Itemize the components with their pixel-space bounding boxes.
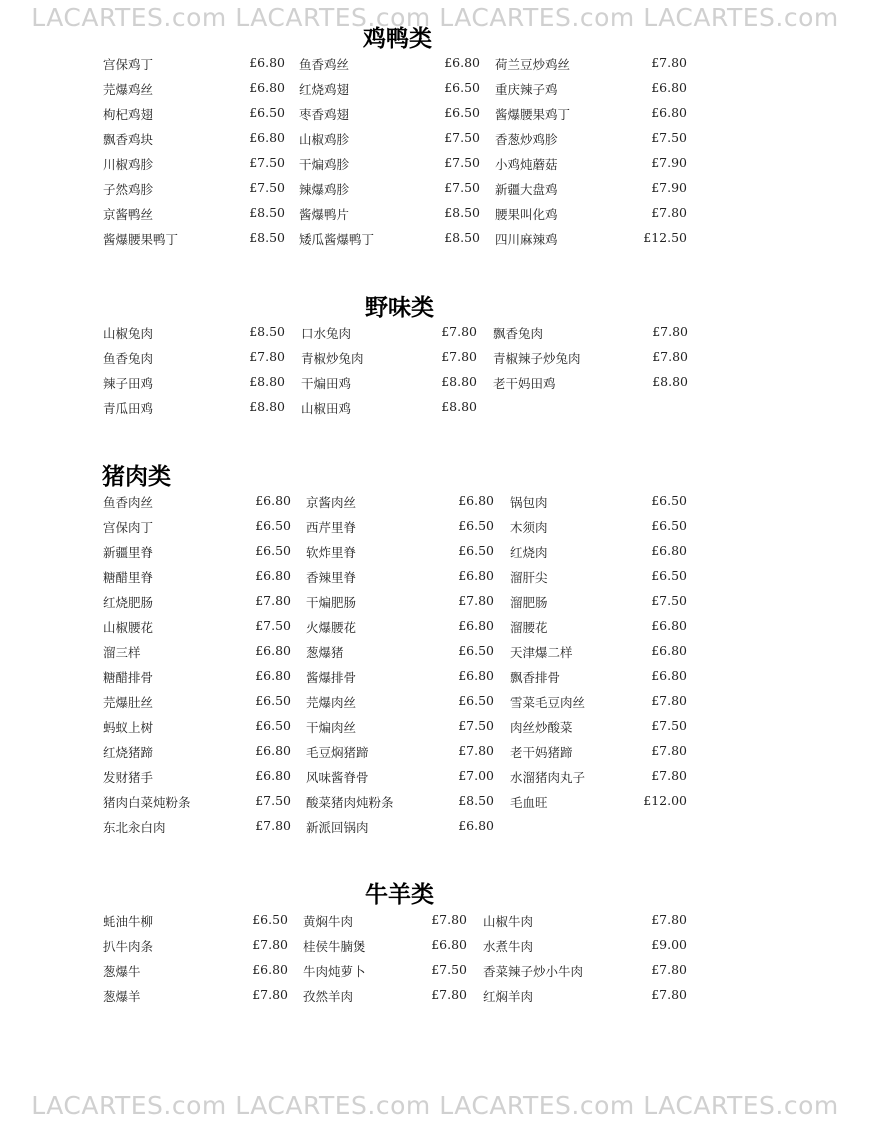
dish-price: £7.80 xyxy=(651,205,687,220)
dish-name: 软炸里脊 xyxy=(306,545,357,560)
dish-name: 酱爆排骨 xyxy=(306,670,357,685)
dish-price: £7.50 xyxy=(249,180,285,195)
dish-name: 香辣里脊 xyxy=(306,570,357,585)
dish-price: £6.80 xyxy=(651,618,687,633)
menu-row xyxy=(0,105,870,130)
menu-row xyxy=(0,324,870,349)
dish-price: £6.50 xyxy=(651,568,687,583)
dish-price: £6.80 xyxy=(458,668,494,683)
dish-name: 新疆里脊 xyxy=(103,545,154,560)
dish-name: 京酱鸭丝 xyxy=(103,207,154,222)
menu-row xyxy=(0,399,870,424)
dish-price: £7.50 xyxy=(458,718,494,733)
dish-name: 锅包肉 xyxy=(510,495,548,510)
dish-name: 黄焖牛肉 xyxy=(303,914,354,929)
menu-row xyxy=(0,80,870,105)
menu-row xyxy=(0,55,870,80)
dish-price: £6.50 xyxy=(458,643,494,658)
dish-price: £6.50 xyxy=(252,912,288,927)
dish-name: 飘香鸡块 xyxy=(103,132,154,147)
dish-name: 桂侯牛腩煲 xyxy=(303,939,366,954)
dish-price: £6.50 xyxy=(444,80,480,95)
dish-price: £6.80 xyxy=(444,55,480,70)
menu-row xyxy=(0,668,870,693)
menu-row xyxy=(0,543,870,568)
dish-price: £7.00 xyxy=(458,768,494,783)
dish-name: 东北汆白肉 xyxy=(103,820,166,835)
dish-price: £6.80 xyxy=(458,818,494,833)
dish-name: 芫爆肉丝 xyxy=(306,695,357,710)
dish-name: 鱼香鸡丝 xyxy=(299,57,350,72)
dish-price: £7.50 xyxy=(431,962,467,977)
watermark-bottom: LACARTES.com LACARTES.com LACARTES.com LACARTES.com xyxy=(31,1091,839,1120)
dish-name: 猪肉白菜炖粉条 xyxy=(103,795,191,810)
menu-row xyxy=(0,937,870,962)
dish-price: £8.50 xyxy=(249,324,285,339)
dish-name: 鱼香兔肉 xyxy=(103,351,154,366)
dish-name: 酱爆腰果鸭丁 xyxy=(103,232,179,247)
dish-price: £6.80 xyxy=(255,768,291,783)
menu-row xyxy=(0,493,870,518)
dish-price: £6.50 xyxy=(255,543,291,558)
dish-name: 毛豆焖猪蹄 xyxy=(306,745,369,760)
dish-price: £7.80 xyxy=(441,349,477,364)
dish-name: 芫爆鸡丝 xyxy=(103,82,154,97)
dish-name: 青椒辣子炒兔肉 xyxy=(493,351,581,366)
dish-name: 干煸田鸡 xyxy=(301,376,352,391)
dish-price: £7.90 xyxy=(651,155,687,170)
dish-price: £6.50 xyxy=(255,693,291,708)
dish-price: £7.80 xyxy=(652,324,688,339)
dish-price: £6.80 xyxy=(458,618,494,633)
menu-row xyxy=(0,130,870,155)
dish-name: 天津爆二样 xyxy=(510,645,573,660)
dish-price: £7.80 xyxy=(252,937,288,952)
dish-name: 扒牛肉条 xyxy=(103,939,154,954)
dish-price: £7.80 xyxy=(651,987,687,1002)
dish-price: £7.80 xyxy=(441,324,477,339)
dish-name: 水煮牛肉 xyxy=(483,939,534,954)
dish-name: 枸杞鸡翅 xyxy=(103,107,154,122)
dish-price: £7.80 xyxy=(651,55,687,70)
dish-name: 木须肉 xyxy=(510,520,548,535)
dish-price: £9.00 xyxy=(651,937,687,952)
dish-name: 荷兰豆炒鸡丝 xyxy=(495,57,571,72)
menu-row xyxy=(0,568,870,593)
dish-price: £6.50 xyxy=(249,105,285,120)
menu-row xyxy=(0,768,870,793)
dish-name: 干煸肉丝 xyxy=(306,720,357,735)
section-title-poultry: 鸡鸭类 xyxy=(363,26,432,52)
dish-name: 糖醋里脊 xyxy=(103,570,154,585)
dish-name: 老干妈猪蹄 xyxy=(510,745,573,760)
dish-price: £7.80 xyxy=(249,349,285,364)
watermark-top: LACARTES.com LACARTES.com LACARTES.com LACARTES.com xyxy=(31,3,839,32)
dish-name: 鱼香肉丝 xyxy=(103,495,154,510)
menu-row xyxy=(0,518,870,543)
dish-price: £6.80 xyxy=(252,962,288,977)
dish-name: 酸菜猪肉炖粉条 xyxy=(306,795,394,810)
dish-name: 红烧鸡翅 xyxy=(299,82,350,97)
section-title-game: 野味类 xyxy=(365,295,434,321)
dish-price: £7.80 xyxy=(458,743,494,758)
dish-name: 葱爆羊 xyxy=(103,989,141,1004)
dish-name: 酱爆鸭片 xyxy=(299,207,350,222)
dish-price: £7.80 xyxy=(651,912,687,927)
dish-name: 水溜猪肉丸子 xyxy=(510,770,586,785)
section-title-beef-lamb: 牛羊类 xyxy=(365,882,434,908)
dish-price: £7.50 xyxy=(255,618,291,633)
dish-price: £7.50 xyxy=(651,130,687,145)
dish-price: £6.50 xyxy=(255,518,291,533)
dish-price: £8.80 xyxy=(249,399,285,414)
menu-row xyxy=(0,205,870,230)
dish-name: 山椒鸡胗 xyxy=(299,132,350,147)
dish-name: 溜腰花 xyxy=(510,620,548,635)
dish-name: 京酱肉丝 xyxy=(306,495,357,510)
dish-price: £7.50 xyxy=(255,793,291,808)
dish-price: £6.80 xyxy=(431,937,467,952)
dish-price: £6.50 xyxy=(458,518,494,533)
dish-price: £7.80 xyxy=(431,987,467,1002)
dish-name: 枣香鸡翅 xyxy=(299,107,350,122)
dish-price: £6.50 xyxy=(458,693,494,708)
menu-row xyxy=(0,643,870,668)
dish-name: 重庆辣子鸡 xyxy=(495,82,558,97)
dish-price: £7.90 xyxy=(651,180,687,195)
dish-price: £6.80 xyxy=(255,743,291,758)
dish-name: 葱爆牛 xyxy=(103,964,141,979)
menu-row xyxy=(0,593,870,618)
dish-name: 辣爆鸡胗 xyxy=(299,182,350,197)
menu-row xyxy=(0,962,870,987)
dish-name: 孜然羊肉 xyxy=(303,989,354,1004)
dish-price: £6.80 xyxy=(249,55,285,70)
dish-name: 新派回锅肉 xyxy=(306,820,369,835)
menu-row xyxy=(0,349,870,374)
dish-name: 青椒炒兔肉 xyxy=(301,351,364,366)
dish-name: 香菜辣子炒小牛肉 xyxy=(483,964,584,979)
dish-price: £6.50 xyxy=(444,105,480,120)
dish-price: £12.50 xyxy=(643,230,687,245)
dish-name: 风味酱脊骨 xyxy=(306,770,369,785)
dish-price: £7.80 xyxy=(651,768,687,783)
dish-price: £7.50 xyxy=(249,155,285,170)
dish-name: 青瓜田鸡 xyxy=(103,401,154,416)
dish-name: 溜三样 xyxy=(103,645,141,660)
dish-name: 川椒鸡胗 xyxy=(103,157,154,172)
dish-name: 红烧猪蹄 xyxy=(103,745,154,760)
dish-price: £7.80 xyxy=(431,912,467,927)
dish-price: £6.50 xyxy=(255,718,291,733)
dish-name: 蚂蚁上树 xyxy=(103,720,154,735)
menu-row xyxy=(0,818,870,843)
dish-price: £8.50 xyxy=(444,205,480,220)
menu-row xyxy=(0,374,870,399)
dish-name: 牛肉炖萝卜 xyxy=(303,964,366,979)
dish-price: £6.80 xyxy=(651,105,687,120)
menu-row xyxy=(0,693,870,718)
dish-price: £7.80 xyxy=(255,593,291,608)
menu-row xyxy=(0,618,870,643)
dish-name: 干煸肥肠 xyxy=(306,595,357,610)
menu-row xyxy=(0,155,870,180)
dish-name: 宫保鸡丁 xyxy=(103,57,154,72)
dish-name: 辣子田鸡 xyxy=(103,376,154,391)
dish-price: £6.80 xyxy=(249,130,285,145)
dish-name: 肉丝炒酸菜 xyxy=(510,720,573,735)
dish-name: 香葱炒鸡胗 xyxy=(495,132,558,147)
dish-price: £6.80 xyxy=(255,493,291,508)
menu-row xyxy=(0,718,870,743)
dish-name: 山椒田鸡 xyxy=(301,401,352,416)
dish-price: £7.80 xyxy=(651,962,687,977)
dish-price: £8.50 xyxy=(249,230,285,245)
dish-name: 葱爆猪 xyxy=(306,645,344,660)
dish-price: £7.80 xyxy=(651,693,687,708)
menu-row xyxy=(0,912,870,937)
dish-price: £6.80 xyxy=(651,80,687,95)
dish-name: 雪菜毛豆肉丝 xyxy=(510,695,586,710)
dish-name: 小鸡炖蘑菇 xyxy=(495,157,558,172)
dish-name: 西芹里脊 xyxy=(306,520,357,535)
dish-name: 干煸鸡胗 xyxy=(299,157,350,172)
menu-row xyxy=(0,230,870,255)
dish-price: £7.50 xyxy=(444,180,480,195)
dish-price: £6.80 xyxy=(458,568,494,583)
dish-name: 红烧肥肠 xyxy=(103,595,154,610)
dish-price: £8.80 xyxy=(249,374,285,389)
dish-name: 四川麻辣鸡 xyxy=(495,232,558,247)
dish-name: 糖醋排骨 xyxy=(103,670,154,685)
dish-price: £8.50 xyxy=(444,230,480,245)
dish-name: 腰果叫化鸡 xyxy=(495,207,558,222)
menu-row xyxy=(0,743,870,768)
dish-price: £8.80 xyxy=(441,399,477,414)
dish-price: £6.50 xyxy=(458,543,494,558)
dish-name: 口水兔肉 xyxy=(301,326,352,341)
dish-name: 蚝油牛柳 xyxy=(103,914,154,929)
dish-price: £6.80 xyxy=(651,543,687,558)
dish-price: £7.50 xyxy=(651,718,687,733)
dish-name: 酱爆腰果鸡丁 xyxy=(495,107,571,122)
dish-price: £6.50 xyxy=(651,518,687,533)
dish-name: 发财猪手 xyxy=(103,770,154,785)
dish-price: £7.50 xyxy=(651,593,687,608)
dish-name: 老干妈田鸡 xyxy=(493,376,556,391)
dish-price: £8.80 xyxy=(441,374,477,389)
menu-row xyxy=(0,987,870,1012)
dish-price: £7.80 xyxy=(458,593,494,608)
dish-name: 山椒牛肉 xyxy=(483,914,534,929)
dish-name: 溜肥肠 xyxy=(510,595,548,610)
dish-price: £6.80 xyxy=(249,80,285,95)
dish-name: 红烧肉 xyxy=(510,545,548,560)
dish-price: £7.80 xyxy=(652,349,688,364)
dish-name: 山椒兔肉 xyxy=(103,326,154,341)
dish-name: 子然鸡胗 xyxy=(103,182,154,197)
dish-price: £6.80 xyxy=(255,668,291,683)
dish-price: £8.50 xyxy=(458,793,494,808)
dish-name: 新疆大盘鸡 xyxy=(495,182,558,197)
dish-name: 火爆腰花 xyxy=(306,620,357,635)
dish-name: 宫保肉丁 xyxy=(103,520,154,535)
dish-name: 芫爆肚丝 xyxy=(103,695,154,710)
dish-price: £6.80 xyxy=(651,643,687,658)
dish-price: £7.80 xyxy=(255,818,291,833)
dish-price: £6.80 xyxy=(458,493,494,508)
dish-price: £7.50 xyxy=(444,155,480,170)
dish-price: £6.80 xyxy=(255,643,291,658)
dish-price: £6.80 xyxy=(651,668,687,683)
dish-name: 溜肝尖 xyxy=(510,570,548,585)
dish-price: £8.80 xyxy=(652,374,688,389)
dish-name: 山椒腰花 xyxy=(103,620,154,635)
dish-name: 毛血旺 xyxy=(510,795,548,810)
dish-name: 飘香排骨 xyxy=(510,670,561,685)
section-title-pork: 猪肉类 xyxy=(102,464,171,490)
menu-row xyxy=(0,180,870,205)
dish-price: £7.50 xyxy=(444,130,480,145)
dish-name: 红焖羊肉 xyxy=(483,989,534,1004)
dish-price: £7.80 xyxy=(651,743,687,758)
dish-price: £8.50 xyxy=(249,205,285,220)
dish-name: 飘香兔肉 xyxy=(493,326,544,341)
dish-price: £6.80 xyxy=(255,568,291,583)
dish-price: £6.50 xyxy=(651,493,687,508)
dish-name: 矮瓜酱爆鸭丁 xyxy=(299,232,375,247)
dish-price: £7.80 xyxy=(252,987,288,1002)
dish-price: £12.00 xyxy=(643,793,687,808)
menu-row xyxy=(0,793,870,818)
